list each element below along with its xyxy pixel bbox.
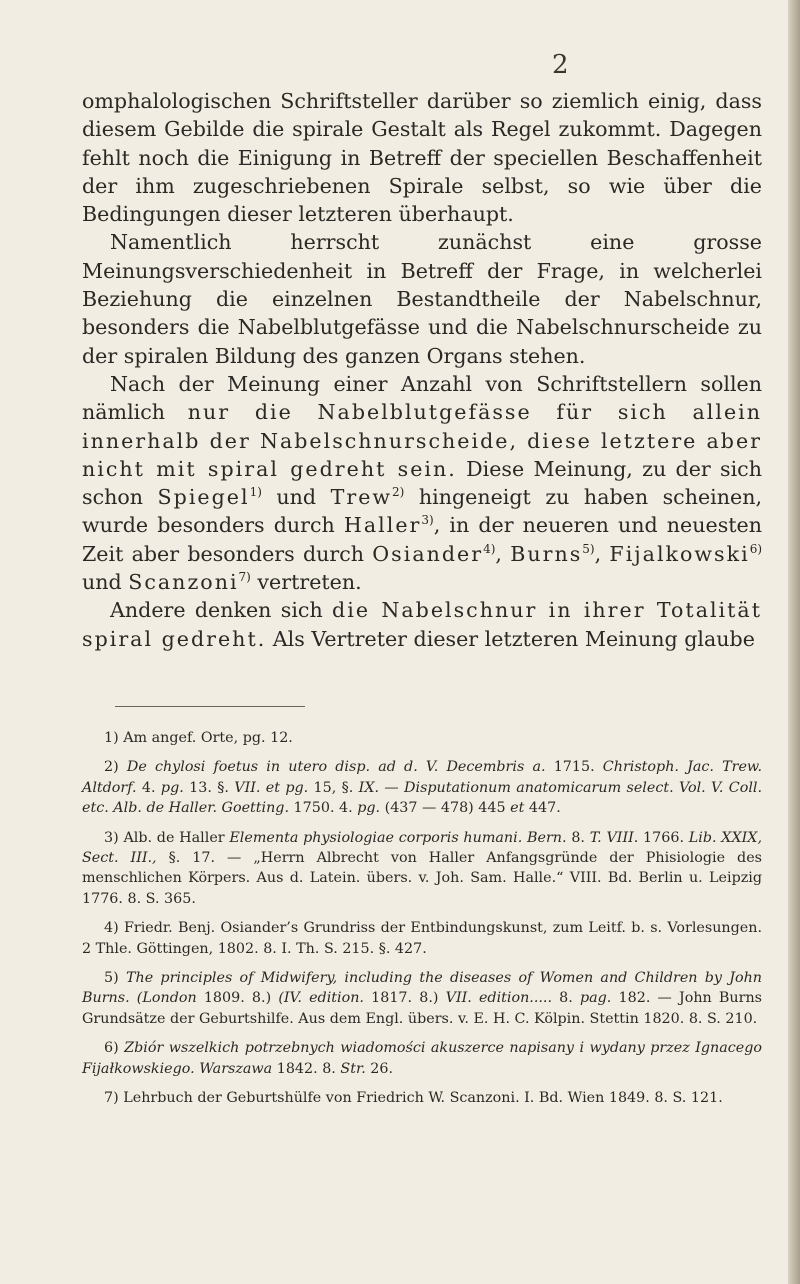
footnote-text: Elementa physiologiae corporis humani. Bern. [229, 829, 567, 846]
author-trew: Trew [330, 485, 393, 510]
p4-text: Als Vertreter dieser letzteren Meinung glaube [266, 626, 755, 651]
author-burns: Burns [510, 541, 583, 566]
footnote-text: 182. — John Burns Grundsätze der Geburtshilfe. Aus dem Engl. übers. v. E. H. C. Kölpin. Stettin 1820. 8. S. 210. [82, 990, 763, 1027]
footnote-7 [82, 1088, 762, 1108]
footnote-number: 1) [104, 730, 119, 746]
footnote-number: 3) [104, 829, 119, 846]
footnote-text: §. 17. — „Herrn Albrecht von Haller Anfangsgründe der Phisiologie des menschlichen Körpers. Aus d. Latein. übers. v. Joh. Sam. Halle.“ VIII. Bd. Berlin u. Leipzig 1776. 8. S. 365. [82, 850, 762, 907]
footnote-text: 1750. 4. [289, 800, 358, 817]
footnote-6 [82, 1038, 762, 1079]
footnote-text: Alb. de Haller [123, 829, 230, 846]
author-osiander: Osiander [372, 541, 484, 566]
p3-text: Diese Meinung, zu der sich schon [82, 456, 762, 510]
p3-text: , [495, 541, 511, 566]
footnote-text: 4. [136, 779, 161, 796]
footnote-text: Am angef. Orte, pg. 12. [123, 730, 293, 746]
footnote-text: 8. [552, 990, 580, 1007]
author-haller: Haller [343, 513, 422, 538]
p3-text: hingeneigt zu haben scheinen, wurde besonders durch [82, 485, 762, 538]
footnotes [82, 728, 762, 1109]
footnote-text: Lehrbuch der Geburtshülfe von Friedrich W. Scanzoni. I. Bd. Wien 1849. 8. S. 121. [123, 1090, 723, 1107]
footnote-text: 1809. 8.) [196, 990, 279, 1007]
paragraph-3 [82, 370, 762, 596]
footnote-text: pg. [160, 779, 184, 796]
footnote-text: IX. — Disputationum anatomicarum select. Vol. V. Coll. etc. Alb. de Haller. Goetting. [82, 779, 763, 817]
footnote-text: (IV. edition. [278, 990, 364, 1007]
paragraph-1: omphalologischen Schriftsteller darüber so ziemlich einig, dass diesem Gebilde die spirale Gestalt als Regel zukommt. Dagegen fehlt noch die Einigung in Betreff der speciellen Beschaffenheit der ihm zugeschriebenen Spirale selbst, so wie über die Bedingungen dieser letzteren überhaupt. [82, 89, 762, 227]
footnote-ref-5[interactable]: 5) [582, 541, 595, 556]
footnote-text: pag. [579, 990, 612, 1007]
footnote-number: 5) [104, 970, 119, 987]
p4-text: Andere denken sich [110, 598, 333, 623]
footnote-divider [115, 706, 305, 707]
paragraph-2: Namentlich herrscht zunächst eine grosse Meinungsverschiedenheit in Betreff der Frage, in welcherlei Beziehung die einzelnen Bestandtheile der Nabelschnur, besonders die Nabelblutgefässe und die Nabelschnurscheide zu der spiralen Bildung des ganzen Organs stehen. [82, 230, 762, 368]
footnote-ref-7[interactable]: 7) [238, 570, 251, 585]
footnote-text: T. VIII. [589, 829, 639, 846]
footnote-text: 1766. [638, 829, 689, 846]
footnote-4 [82, 918, 762, 959]
author-fijalkowski: Fijalkowski [609, 541, 750, 566]
footnote-5 [82, 968, 762, 1029]
footnote-ref-1[interactable]: 1) [249, 485, 262, 500]
footnote-number: 6) [104, 1040, 119, 1057]
footnote-text: Zbiór wszelkich potrzebnych wiadomości akuszerce napisany i wydany przez Ignacego Fijałkowskiego. Warszawa [82, 1040, 763, 1077]
footnote-text: (437 — 478) 445 [380, 800, 511, 817]
paragraph-4 [82, 596, 762, 653]
footnote-number: 7) [104, 1090, 119, 1107]
page-edge [788, 0, 800, 1284]
footnote-text: Lib. XXIX, Sect. III., [82, 829, 762, 867]
footnote-text: Str. [340, 1060, 366, 1077]
author-scanzoni: Scanzoni [128, 570, 239, 595]
footnote-text: 1817. 8.) [363, 990, 446, 1007]
footnote-text: 1715. [545, 759, 603, 776]
footnote-text: Christoph. Jac. Trew. Altdorf. [82, 759, 762, 796]
footnote-text: The principles of Midwifery, including the diseases of Women and Children by John Burns. (London [82, 970, 762, 1007]
footnote-text: et [510, 800, 525, 817]
footnote-number: 4) [104, 920, 119, 937]
main-text [82, 87, 762, 653]
footnote-ref-4[interactable]: 4) [483, 541, 496, 556]
footnote-text: pg. [357, 800, 381, 817]
p3-text: , [594, 541, 610, 566]
footnote-text: 447. [524, 800, 561, 817]
footnote-ref-2[interactable]: 2) [392, 485, 405, 500]
footnote-text: 8. [566, 829, 590, 846]
footnote-2 [82, 757, 762, 818]
author-spiegel: Spiegel [157, 485, 250, 510]
footnote-text: 1842. 8. [272, 1060, 341, 1077]
footnote-3 [82, 828, 762, 910]
footnote-text: 15, §. [308, 779, 359, 796]
p3-text: und [82, 570, 129, 595]
p3-text: , in der neueren und neuesten Zeit aber besonders durch [82, 513, 762, 566]
footnote-text: 26. [365, 1060, 394, 1077]
p3-text: und [261, 485, 331, 510]
footnote-text: 13. §. [183, 779, 235, 796]
footnote-text: VII. et pg. [234, 779, 309, 796]
p3-text: vertreten. [250, 570, 362, 595]
p3-emphasis: nur die Nabelblutgefässe für sich allein innerhalb der Nabelschnurscheide, diese letztere aber nicht mit spiral gedreht sein. [82, 400, 762, 481]
page-number: 2 [552, 50, 569, 80]
p4-emphasis: die Nabelschnur in ihrer Totalität spiral gedreht. [82, 598, 762, 651]
footnote-text: Friedr. Benj. Osiander’s Grundriss der Entbindungskunst, zum Leitf. b. s. Vorlesungen. 2 Thle. Göttingen, 1802. 8. I. Th. S. 215. §. 427. [82, 920, 762, 957]
footnote-number: 2) [104, 759, 119, 776]
footnote-text: VII. edition..... [445, 990, 552, 1007]
p3-text: Nach der Meinung einer Anzahl von Schriftstellern sollen nämlich [82, 371, 762, 425]
footnote-ref-6[interactable]: 6) [749, 541, 763, 556]
footnote-ref-3[interactable]: 3) [421, 513, 434, 528]
footnote-text: De chylosi foetus in utero disp. ad d. V. Decembris a. [126, 759, 546, 776]
footnote-1 [82, 728, 762, 748]
